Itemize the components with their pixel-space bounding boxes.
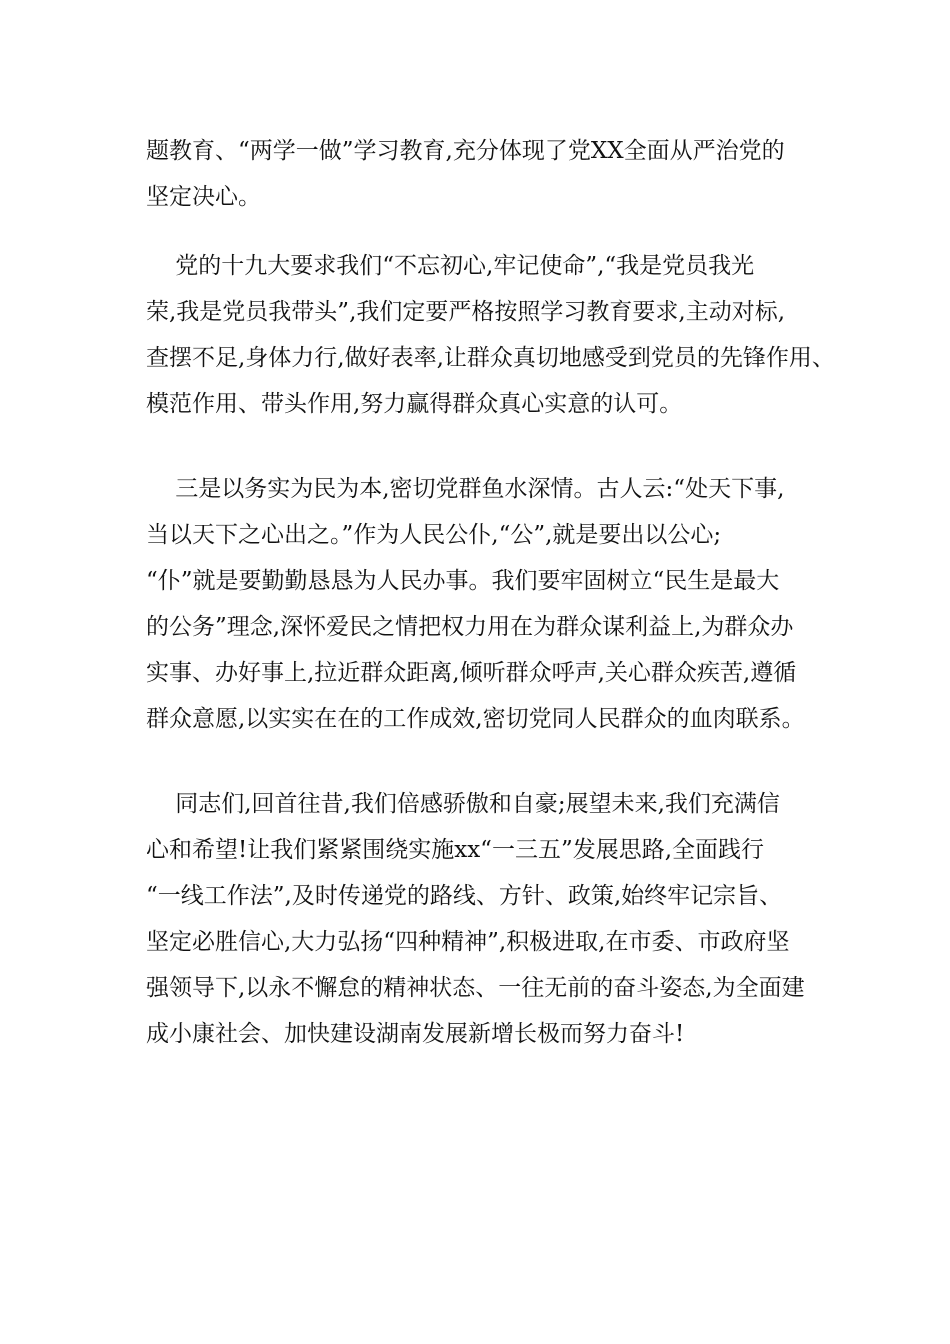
text-line: 党的十九大要求我们“不忘初心,牢记使命”,“我是党员我光	[146, 253, 755, 279]
text-line: 荣,我是党员我带头”,我们定要严格按照学习教育要求,主动对标,	[146, 299, 786, 325]
paragraph	[146, 466, 836, 742]
text-line: 成小康社会、加快建设湖南发展新增长极而努力奋斗!	[146, 1021, 685, 1047]
text-line: 查摆不足,身体力行,做好表率,让群众真切地感受到党员的先锋作用、	[146, 345, 835, 371]
text-line: 同志们,回首往昔,我们倍感骄傲和自豪;展望未来,我们充满信	[146, 791, 780, 817]
text-line: 的公务”理念,深怀爱民之情把权力用在为群众谋利益上,为群众办	[146, 614, 794, 640]
text-line: 当以天下之心出之。”作为人民公仆,“公”,就是要出以公心;	[146, 522, 722, 548]
text-line: “仆”就是要勤勤恳恳为人民办事。我们要牢固树立“民生是最大	[146, 568, 780, 594]
text-line: “一线工作法”,及时传递党的路线、方针、政策,始终牢记宗旨、	[146, 883, 783, 909]
text-line: 群众意愿,以实实在在的工作成效,密切党同人民群众的血肉联系。	[146, 706, 805, 732]
text-line: 坚定决心。	[146, 184, 261, 210]
text-line: 实事、办好事上,拉近群众距离,倾听群众呼声,关心群众疾苦,遵循	[146, 660, 797, 686]
paragraph	[146, 781, 836, 1057]
text-line: 坚定必胜信心,大力弘扬“四种精神”,积极进取,在市委、市政府坚	[146, 929, 790, 955]
paragraph	[146, 243, 836, 427]
text-line: 题教育、“两学一做”学习教育,充分体现了党XX全面从严治党的	[146, 138, 785, 164]
text-line: 强领导下,以永不懈怠的精神状态、一往无前的奋斗姿态,为全面建	[146, 975, 805, 1001]
text-line: 三是以务实为民为本,密切党群鱼水深情。古人云:“处天下事,	[146, 476, 785, 502]
paragraph	[146, 128, 836, 220]
text-line: 模范作用、带头作用,努力赢得群众真心实意的认可。	[146, 391, 683, 417]
text-line: 心和希望!让我们紧紧围绕实施xx“一三五”发展思路,全面践行	[146, 837, 765, 863]
